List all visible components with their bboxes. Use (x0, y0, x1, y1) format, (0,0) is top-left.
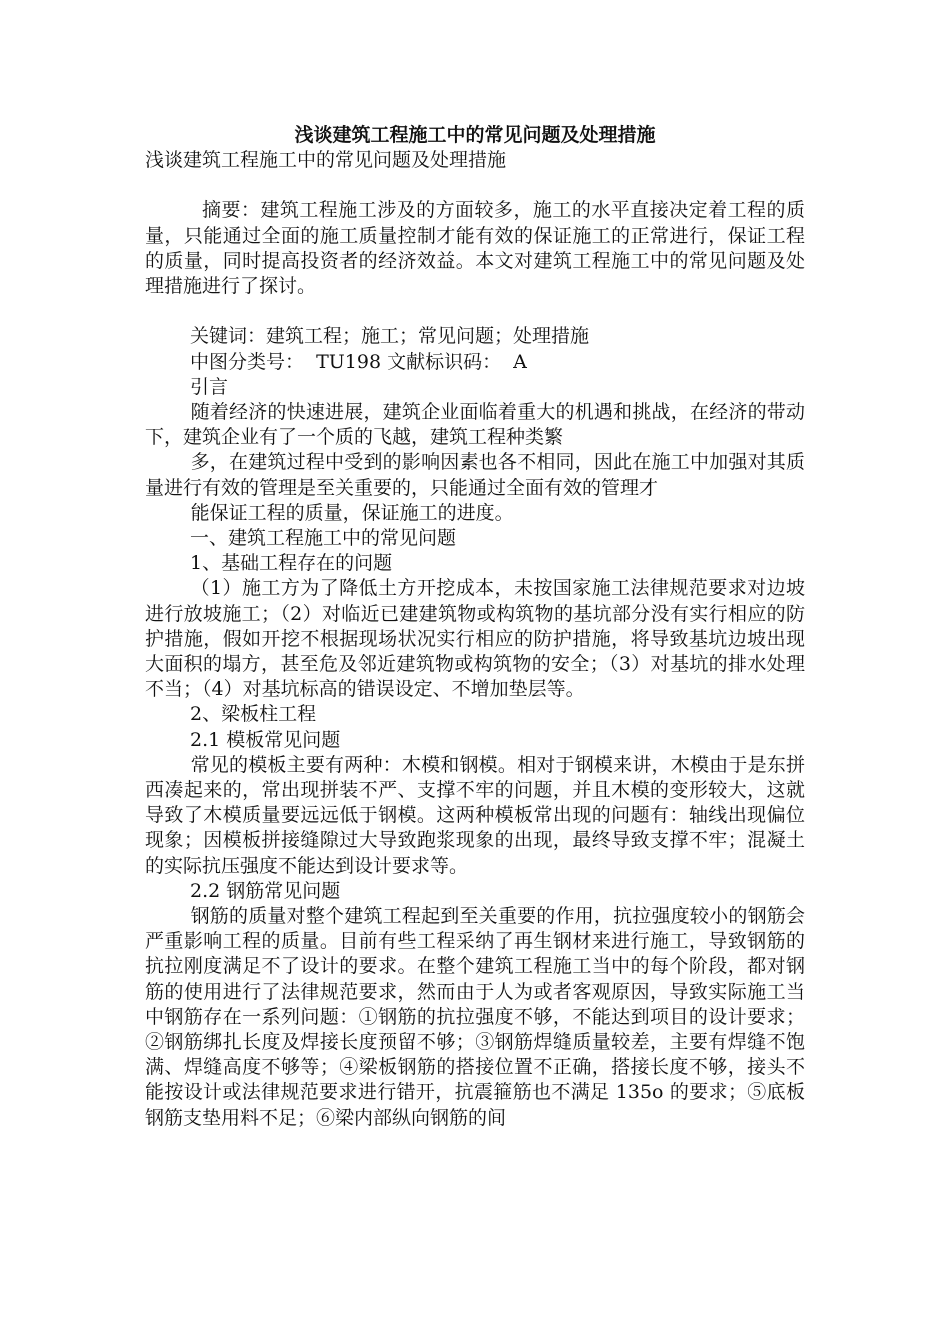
blank-line (145, 299, 805, 324)
document-page (145, 122, 805, 1131)
intro-paragraph-2: 多，在建筑过程中受到的影响因素也各不相同，因此在施工中加强对其质量进行有效的管理是至关重要的，只能通过全面有效的管理才 (145, 451, 805, 499)
document-subtitle: 浅谈建筑工程施工中的常见问题及处理措施 (145, 149, 507, 171)
intro-paragraph-1: 随着经济的快速进展，建筑企业面临着重大的机遇和挑战，在经济的带动下，建筑企业有了一个质的飞越，建筑工程种类繁 (145, 401, 805, 449)
section-1-heading: 一、建筑工程施工中的常见问题 (190, 527, 457, 550)
subsection-2-1-body: 常见的模板主要有两种：木模和钢模。相对于钢模来讲，木模由于是东拼西凑起来的，常出现拼装不严、支撑不牢的问题，并且木模的变形较大，这就导致了木模质量要远远低于钢模。这两种模板常出现的问题有：轴线出现偏位现象；因模板拼接缝隙过大导致跑浆现象的出现，最终导致支撑不牢；混凝土的实际抗压强度不能达到设计要求等。 (145, 753, 805, 877)
intro-heading: 引言 (190, 375, 229, 398)
subsection-2-heading: 2、梁板柱工程 (190, 703, 317, 726)
subsection-2-2-body: 钢筋的质量对整个建筑工程起到至关重要的作用，抗拉强度较小的钢筋会严重影响工程的质量。目前有些工程采纳了再生钢材来进行施工，导致钢筋的抗拉刚度满足不了设计的要求。在整个建筑工程施工当中的每个阶段，都对钢筋的使用进行了法律规范要求，然而由于人为或者客观原因，导致实际施工当中钢筋存在一系列问题：①钢筋的抗拉强度不够，不能达到项目的设计要求；②钢筋绑扎长度及焊接长度预留不够；③钢筋焊缝质量较差，主要有焊缝不饱满、焊缝高度不够等；④梁板钢筋的搭接位置不正确，搭接长度不够，接头不能按设计或法律规范要求进行错开，抗震箍筋也不满足 135o 的要求；⑤底板钢筋支垫用料不足；⑥梁内部纵向钢筋的间 (145, 905, 805, 1129)
subsection-2-2-heading: 2.2 钢筋常见问题 (190, 879, 341, 902)
document-title: 浅谈建筑工程施工中的常见问题及处理措施 (294, 124, 656, 146)
intro-paragraph-3: 能保证工程的质量，保证施工的进度。 (190, 501, 514, 524)
blank-line (145, 173, 805, 198)
subsection-2-1-heading: 2.1 模板常见问题 (190, 728, 341, 751)
keywords-line: 关键词：建筑工程；施工；常见问题；处理措施 (190, 325, 590, 348)
subsection-1-heading: 1、基础工程存在的问题 (190, 552, 393, 575)
classification-line: 中图分类号： TU198 文献标识码： A (190, 350, 527, 373)
subsection-1-body: （1）施工方为了降低土方开挖成本，未按国家施工法律规范要求对边坡进行放坡施工；（2）对临近已建建筑物或构筑物的基坑部分没有实行相应的防护措施，假如开挖不根据现场状况实行相应的防护措施，将导致基坑边坡出现大面积的塌方，甚至危及邻近建筑物或构筑物的安全；（3）对基坑的排水处理不当；（4）对基坑标高的错误设定、不增加垫层等。 (145, 577, 805, 701)
abstract-paragraph: 摘要：建筑工程施工涉及的方面较多，施工的水平直接决定着工程的质量，只能通过全面的施工质量控制才能有效的保证施工的正常进行，保证工程的质量，同时提高投资者的经济效益。本文对建筑工程施工中的常见问题及处理措施进行了探讨。 (145, 199, 805, 297)
